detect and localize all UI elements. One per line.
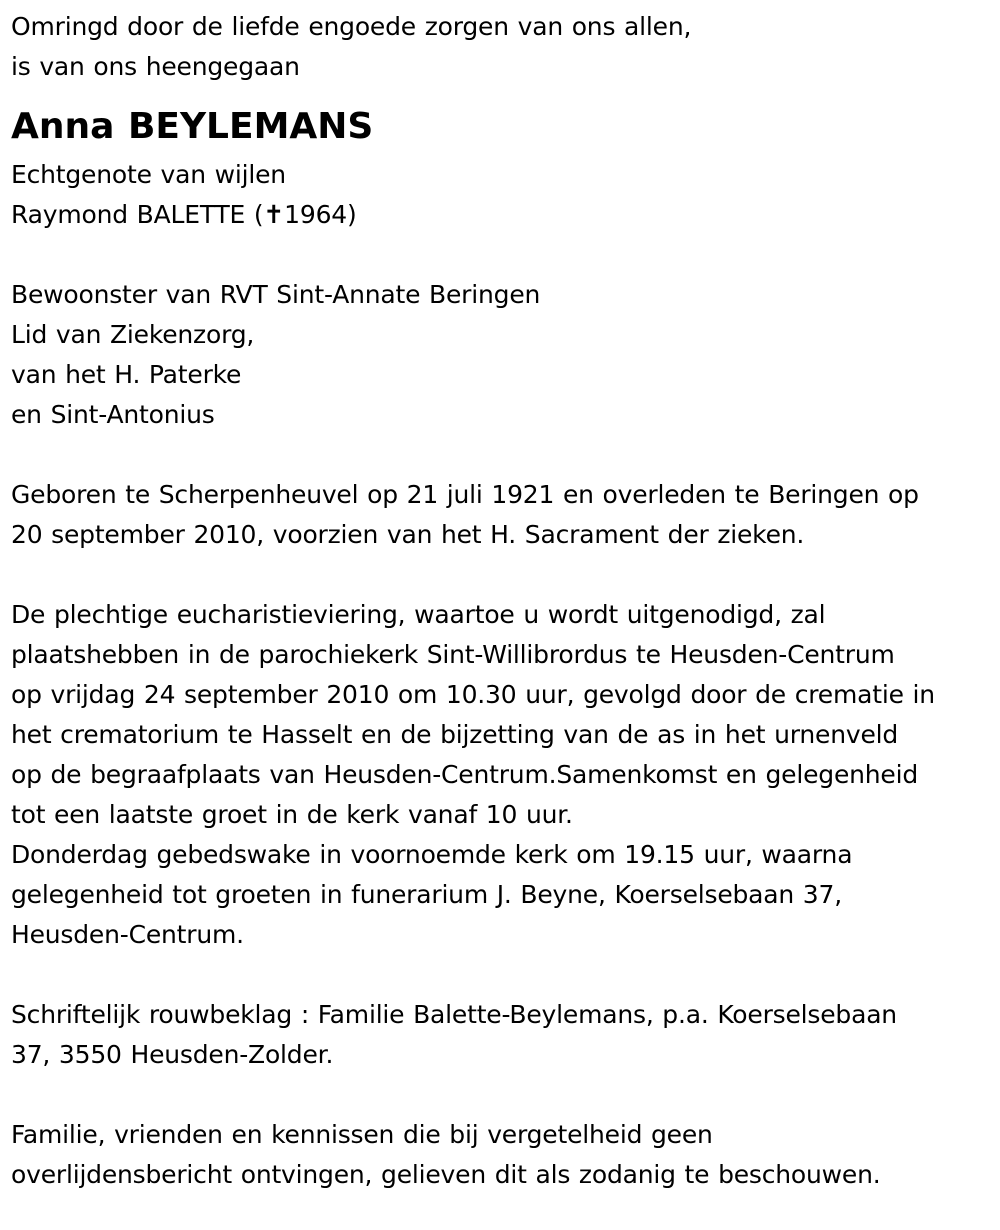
spacer xyxy=(11,235,996,275)
membership-line-4: en Sint-Antonius xyxy=(11,400,215,429)
ceremony-line-1: De plechtige eucharistieviering, waartoe u wordt uitgenodigd, zal xyxy=(11,600,826,629)
spacer xyxy=(11,1075,996,1115)
ceremony-line-6: tot een laatste groet in de kerk vanaf 10 uur. xyxy=(11,800,573,829)
ceremony-line-5: op de begraafplaats van Heusden-Centrum.Samenkomst en gelegenheid xyxy=(11,760,919,789)
death-notice xyxy=(11,7,996,1195)
ceremony-line-9: Heusden-Centrum. xyxy=(11,920,244,949)
spacer xyxy=(11,435,996,475)
birth-death-line-2: 20 september 2010, voorzien van het H. Sacrament der zieken. xyxy=(11,520,805,549)
spouse-line-1: Echtgenote van wijlen xyxy=(11,160,286,189)
ceremony-line-7: Donderdag gebedswake in voornoemde kerk om 19.15 uur, waarna xyxy=(11,840,853,869)
ceremony-line-2: plaatshebben in de parochiekerk Sint-Willibrordus te Heusden-Centrum xyxy=(11,640,895,669)
membership-line-3: van het H. Paterke xyxy=(11,360,242,389)
ceremony-line-4: het crematorium te Hasselt en de bijzetting van de as in het urnenveld xyxy=(11,720,899,749)
condolences-line-2: 37, 3550 Heusden-Zolder. xyxy=(11,1040,334,1069)
closing-line-1: Familie, vrienden en kennissen die bij vergetelheid geen xyxy=(11,1120,713,1149)
birth-death-line-1: Geboren te Scherpenheuvel op 21 juli 1921 en overleden te Beringen op xyxy=(11,480,919,509)
membership-line-2: Lid van Ziekenzorg, xyxy=(11,320,255,349)
intro-line-1: Omringd door de liefde engoede zorgen van ons allen, xyxy=(11,12,692,41)
intro-line-2: is van ons heengegaan xyxy=(11,52,300,81)
spacer xyxy=(11,955,996,995)
ceremony-line-8: gelegenheid tot groeten in funerarium J. Beyne, Koerselsebaan 37, xyxy=(11,880,842,909)
spouse-line-2: Raymond BALETTE (✝1964) xyxy=(11,200,357,229)
spacer xyxy=(11,555,996,595)
deceased-name: Anna BEYLEMANS xyxy=(11,106,374,147)
ceremony-line-3: op vrijdag 24 september 2010 om 10.30 uur, gevolgd door de crematie in xyxy=(11,680,935,709)
membership-line-1: Bewoonster van RVT Sint-Annate Beringen xyxy=(11,280,541,309)
condolences-line-1: Schriftelijk rouwbeklag : Familie Balette-Beylemans, p.a. Koerselsebaan xyxy=(11,1000,897,1029)
closing-line-2: overlijdensbericht ontvingen, gelieven dit als zodanig te beschouwen. xyxy=(11,1160,881,1189)
